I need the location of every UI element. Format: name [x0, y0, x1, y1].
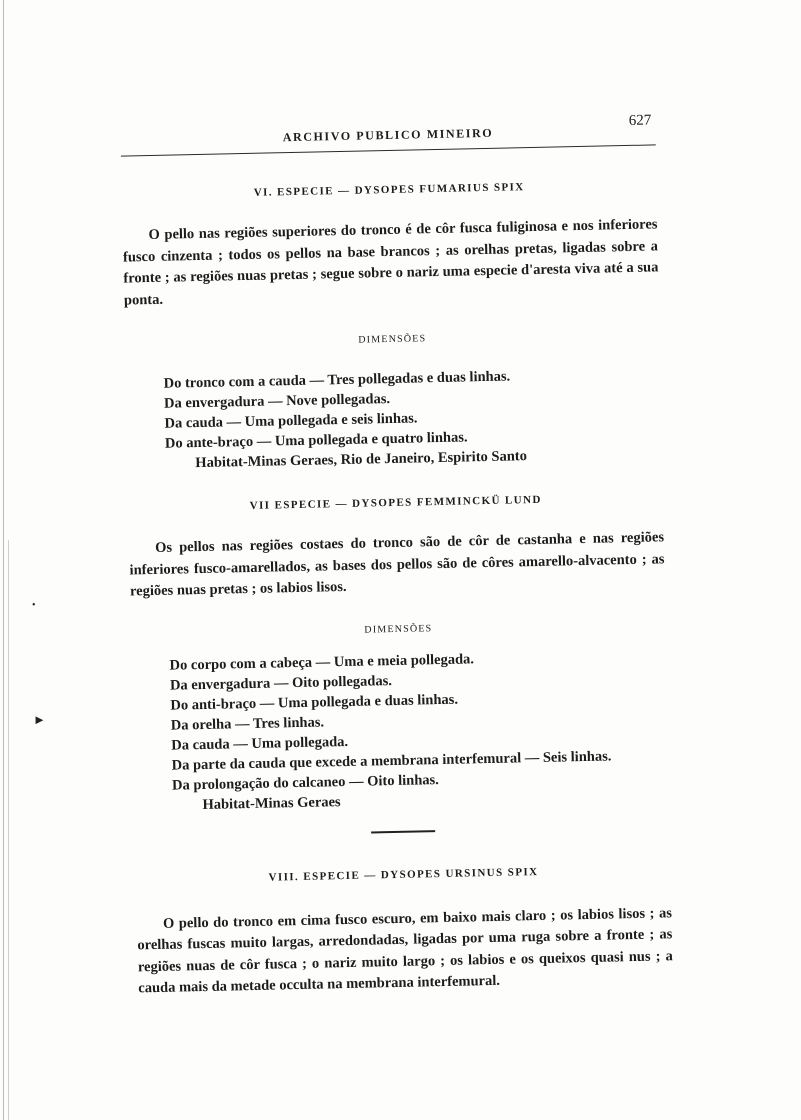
dimension-line: Do anti-braço — Uma pollegada e duas linhas.: [170, 691, 459, 714]
dimension-line: Da orelha — Tres linhas.: [170, 713, 325, 734]
dimensions-list: [125, 363, 662, 474]
dimension-line: Da envergadura — Nove pollegadas.: [163, 391, 391, 412]
dimension-line: Do ante-braço — Uma pollegada e quatro linhas.: [164, 429, 468, 452]
section-divider: [371, 830, 435, 833]
section-species-7: [128, 491, 670, 838]
section-heading: VI. ESPECIE — DYSOPES FUMARIUS SPIX: [253, 181, 525, 199]
section-species-6: [122, 178, 663, 474]
margin-mark-arrow: ►: [33, 712, 46, 727]
dimensions-heading: DIMENSÕES: [364, 622, 433, 636]
dimension-line: Da cauda — Uma pollegada e seis linhas.: [164, 410, 418, 432]
habitat-line: Habitat-Minas Geraes, Rio de Janeiro, Espirito Santo: [195, 448, 528, 472]
species-description: Os pellos nas regiões costaes do tronco são de côr de castanha e nas regiões inferiores fusco-amarellados, as bases dos pellos são de côres amarello-alvacento ; as regiões nuas pretas ; os labios lisos.: [129, 529, 665, 600]
dimension-line: Da parte da cauda que excede a membrana interfemural — Seis linhas.: [171, 747, 612, 774]
dimensions-heading: DIMENSÕES: [358, 333, 427, 346]
page-number: 627: [628, 112, 652, 129]
page-edge-line: [8, 540, 9, 1120]
dimension-line: Do tronco com a cauda — Tres pollegadas e duas linhas.: [163, 368, 511, 392]
page-header: [120, 104, 656, 155]
section-species-8: [136, 863, 674, 1000]
habitat-line: Habitat-Minas Geraes: [202, 793, 341, 813]
species-description: O pello do tronco em cima fusco escuro, em baixo mais claro ; os labios lisos ; as orelhas fuscas muito largas, arredondadas, ligadas por uma ruga sobre a fronte ; as regiões nuas de côr fusca ; o nariz muito largo ; os labios e os queixos quasi nus ; a cauda mais da metade occulta na membrana interfemural.: [137, 904, 673, 997]
section-heading: VII ESPECIE — DYSOPES FEMMINCKÜ LUND: [249, 493, 542, 512]
dimensions-list: [131, 645, 669, 816]
dimension-line: Do corpo com a cabeça — Uma e meia pollegada.: [169, 650, 475, 674]
species-description: O pello nas regiões superiores do tronco é de côr fusca fuliginosa e nos inferiores fusco cinzenta ; todos os pellos na base brancos ; as orelhas pretas, ligadas sobre a fronte ; as regiões nuas pretas ; segue sobre o nariz uma especie d'aresta viva até a sua ponta.: [122, 216, 659, 309]
margin-mark-dot: •: [32, 600, 36, 611]
page-edge-line: [3, 0, 4, 1120]
running-head: ARCHIVO PUBLICO MINEIRO: [282, 125, 494, 145]
page-content: [120, 104, 673, 1000]
dimension-line: Da prolongação do calcaneo — Oito linhas.: [171, 771, 439, 794]
dimension-line: Da envergadura — Oito pollegadas.: [169, 672, 393, 694]
section-heading: VIII. ESPECIE — DYSOPES URSINUS SPIX: [268, 865, 539, 884]
dimension-line: Da cauda — Uma pollegada.: [171, 733, 349, 754]
